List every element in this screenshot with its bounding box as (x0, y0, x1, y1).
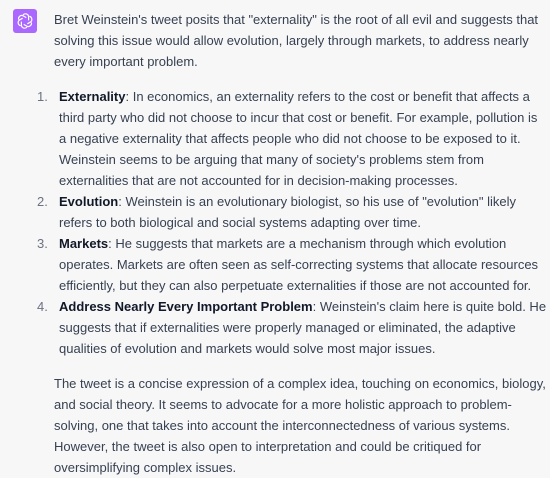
points-list (37, 86, 548, 359)
list-term: Externality (59, 89, 126, 104)
list-term: Address Nearly Every Important Problem (59, 299, 313, 314)
list-text: : In economics, an externality refers to the cost or benefit that affects a third party who did not choose to incur that cost or benefit. For example, pollution is a negative externality that affects people who did not choose to be exposed to it. Weinstein seems to be arguing that many of society's problems stem from externalities that are not accounted for in decision-making processes. (59, 89, 538, 188)
message-outro: The tweet is a concise expression of a complex idea, touching on economics, biology, and social theory. It seems to advocate for a more holistic approach to problem-solving, one that takes into account the interconnectedness of various systems. However, the tweet is also open to interpretation and could be critiqued for oversimplifying complex issues. (54, 376, 546, 475)
assistant-avatar (13, 9, 37, 33)
list-number: 2. (37, 194, 48, 209)
assistant-message (37, 9, 548, 478)
list-item (37, 191, 548, 233)
list-number: 4. (37, 299, 48, 314)
list-number: 1. (37, 89, 48, 104)
list-term: Markets (59, 236, 109, 251)
list-text: : He suggests that markets are a mechanism through which evolution operates. Markets are often seen as self-correcting systems that allocate resources efficiently, but they can also perpetuate externalities if those are not accounted for. (59, 236, 539, 293)
list-item (37, 86, 548, 191)
list-number: 3. (37, 236, 48, 251)
message-intro: Bret Weinstein's tweet posits that "externality" is the root of all evil and suggests that solving this issue would allow evolution, largely through markets, to address nearly every important problem. (54, 12, 539, 69)
list-item (37, 233, 548, 296)
list-text: : Weinstein is an evolutionary biologist, so his use of "evolution" likely refers to both biological and social systems adapting over time. (59, 194, 516, 230)
openai-logo-icon (16, 12, 34, 30)
list-term: Evolution (59, 194, 119, 209)
list-item (37, 296, 548, 359)
list-text: : Weinstein's claim here is quite bold. He suggests that if externalities were properly managed or eliminated, the adaptive qualities of evolution and markets would solve most major issues. (59, 299, 547, 356)
